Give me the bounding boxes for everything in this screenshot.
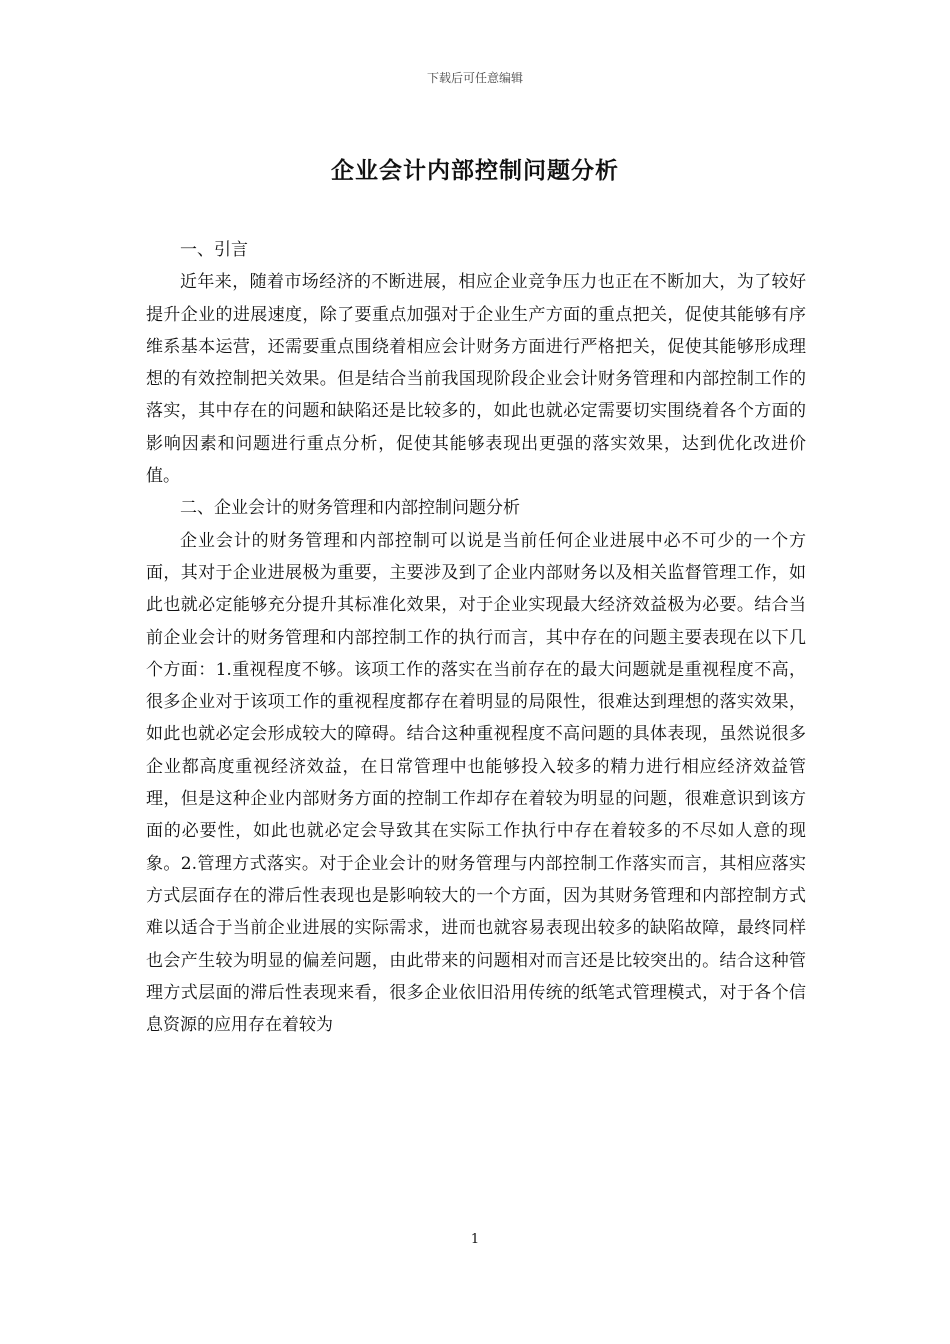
paragraph-analysis: 企业会计的财务管理和内部控制可以说是当前任何企业进展中必不可少的一个方面，其对于企业进展极为重要，主要涉及到了企业内部财务以及相关监督管理工作，如此也就必定能够充分提升其标准化效果，对于企业实现最大经济效益极为必要。结合当前企业会计的财务管理和内部控制工作的执行而言，其中存在的问题主要表现在以下几个方面：1.重视程度不够。该项工作的落实在当前存在的最大问题就是重视程度不高，很多企业对于该项工作的重视程度都存在着明显的局限性，很难达到理想的落实效果，如此也就必定会形成较大的障碍。结合这种重视程度不高问题的具体表现，虽然说很多企业都高度重视经济效益，在日常管理中也能够投入较多的精力进行相应经济效益管理，但是这种企业内部财务方面的控制工作却存在着较为明显的问题，很难意识到该方面的必要性，如此也就必定会导致其在实际工作执行中存在着较多的不尽如人意的现象。2.管理方式落实。对于企业会计的财务管理与内部控制工作落实而言，其相应落实方式层面存在的滞后性表现也是影响较大的一个方面，因为其财务管理和内部控制方式难以适合于当前企业进展的实际需求，进而也就容易表现出较多的缺陷故障，最终同样也会产生较为明显的偏差问题，由此带来的问题相对而言还是比较突出的。结合这种管理方式层面的滞后性表现来看，很多企业依旧沿用传统的纸笔式管理模式，对于各个信息资源的应用存在着较为 <box>146 530 806 1036</box>
section-heading-analysis: 二、企业会计的财务管理和内部控制问题分析 <box>180 498 520 519</box>
document-title: 企业会计内部控制问题分析 <box>331 157 619 184</box>
paragraph-intro: 近年来，随着市场经济的不断进展，相应企业竞争压力也正在不断加大，为了较好提升企业的进展速度，除了要重点加强对于企业生产方面的重点把关，促使其能够有序维系基本运营，还需要重点围绕着相应会计财务方面进行严格把关，促使其能够形成理想的有效控制把关效果。但是结合当前我国现阶段企业会计财务管理和内部控制工作的落实，其中存在的问题和缺陷还是比较多的，如此也就必定需要切实围绕着各个方面的影响因素和问题进行重点分析，促使其能够表现出更强的落实效果，达到优化改进价值。 <box>146 272 806 487</box>
section-heading-intro: 一、引言 <box>180 240 248 260</box>
page-number: 1 <box>470 1232 480 1247</box>
header-note: 下载后可任意编辑 <box>426 71 523 85</box>
document-body <box>146 234 806 1041</box>
